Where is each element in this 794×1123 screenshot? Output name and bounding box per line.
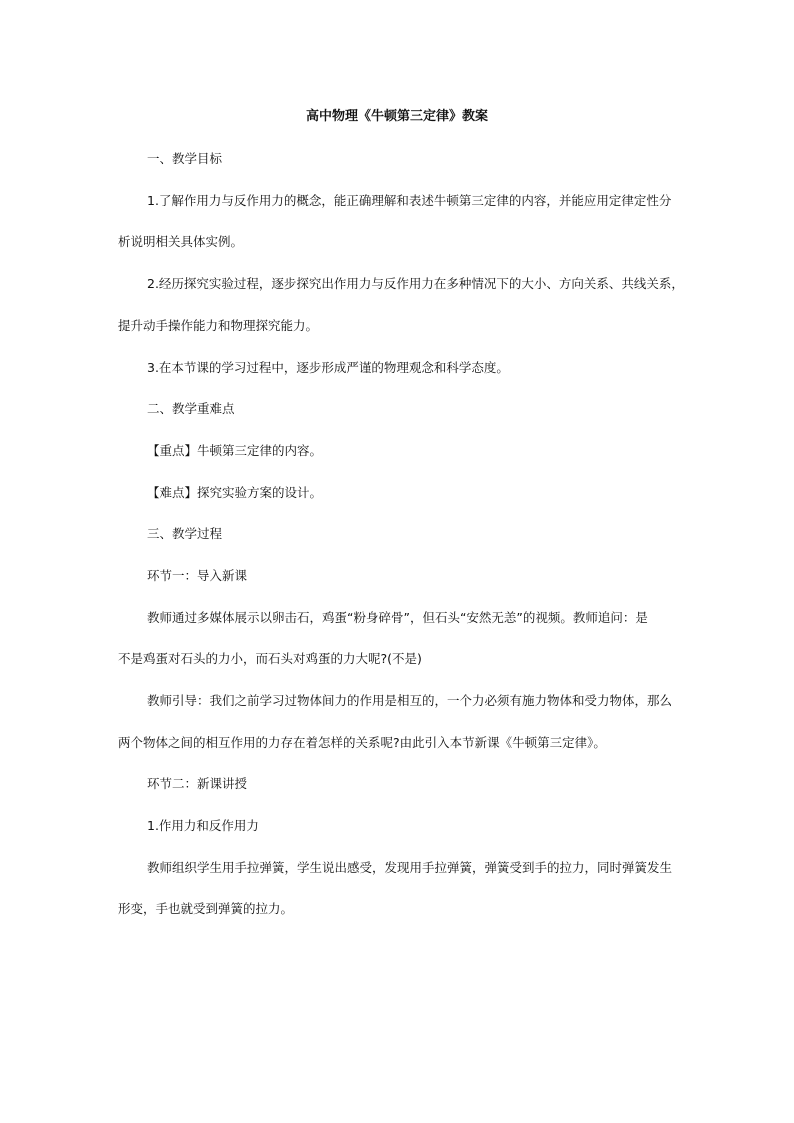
subsection-heading: 环节一：导入新课 (147, 568, 248, 583)
subsection-heading: 环节二：新课讲授 (147, 776, 248, 791)
paragraph-line: 【难点】探究实验方案的设计。 (147, 485, 323, 500)
paragraph-line: 3.在本节课的学习过程中，逐步形成严谨的物理观念和科学态度。 (147, 360, 509, 375)
paragraph-line: 2.经历探究实验过程，逐步探究出作用力与反作用力在多种情况下的大小、方向关系、共线关系， (147, 276, 684, 291)
paragraph-line: 教师引导：我们之前学习过物体间力的作用是相互的，一个力必须有施力物体和受力物体，那么 (147, 693, 673, 708)
paragraph-line: 1.了解作用力与反作用力的概念，能正确理解和表述牛顿第三定律的内容，并能应用定律定性分 (147, 193, 672, 208)
paragraph-line: 形变，手也就受到弹簧的拉力。 (118, 901, 294, 916)
subsection-heading: 1.作用力和反作用力 (147, 818, 259, 833)
paragraph-line: 提升动手操作能力和物理探究能力。 (118, 318, 319, 333)
section-heading-process: 三、教学过程 (147, 526, 223, 541)
paragraph-line: 析说明相关具体实例。 (118, 234, 244, 249)
paragraph-line: 不是鸡蛋对石头的力小，而石头对鸡蛋的力大呢?(不是) (118, 651, 422, 666)
section-heading-key-points: 二、教学重难点 (147, 401, 235, 416)
document-title: 高中物理《牛顿第三定律》教案 (305, 109, 488, 124)
paragraph-line: 【重点】牛顿第三定律的内容。 (147, 443, 323, 458)
section-heading-objectives: 一、教学目标 (147, 151, 223, 166)
paragraph-line: 教师通过多媒体展示以卵击石，鸡蛋“粉身碎骨”，但石头“安然无恙”的视频。教师追问：是 (147, 610, 648, 625)
paragraph-line: 两个物体之间的相互作用的力存在着怎样的关系呢?由此引入本节新课《牛顿第三定律》。 (118, 735, 606, 750)
paragraph-line: 教师组织学生用手拉弹簧，学生说出感受，发现用手拉弹簧，弹簧受到手的拉力，同时弹簧发生 (147, 860, 673, 875)
